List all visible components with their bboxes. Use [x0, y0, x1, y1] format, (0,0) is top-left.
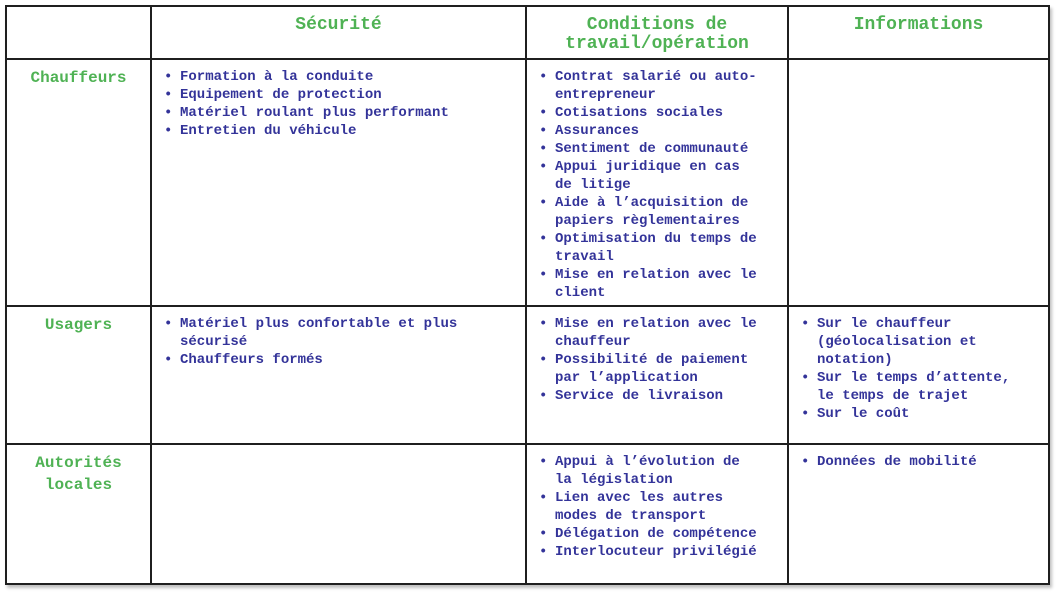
list-item: • Equipement de protection [162, 86, 499, 104]
cell-usagers-securite [152, 307, 525, 443]
bullet-list [799, 453, 1022, 471]
list-item: • Assurances [537, 122, 761, 140]
cell-chauffeurs-securite [152, 60, 525, 305]
list-item: • Formation à la conduite [162, 68, 499, 86]
cell-chauffeurs-conditions [527, 60, 787, 305]
bullet-list [537, 68, 761, 302]
row-header-chauffeurs: Chauffeurs [7, 60, 150, 305]
list-item: • Données de mobilité [799, 453, 1022, 471]
bullet-list [162, 68, 499, 140]
list-item: • Contrat salarié ou auto-entrepreneur [537, 68, 761, 104]
list-item: • Matériel roulant plus performant [162, 104, 499, 122]
list-item: • Sur le coût [799, 405, 1022, 423]
list-item: • Interlocuteur privilégié [537, 543, 761, 561]
list-item: • Matériel plus confortable et plus sécurisé [162, 315, 499, 351]
list-item: • Délégation de compétence [537, 525, 761, 543]
bullet-list [799, 315, 1022, 423]
row-header-autorites-locales: Autorités locales [7, 445, 150, 583]
row-header-usagers: Usagers [7, 307, 150, 443]
list-item: • Sentiment de communauté [537, 140, 761, 158]
stakeholder-benefits-table [5, 5, 1050, 585]
list-item: • Lien avec les autres modes de transport [537, 489, 761, 525]
cell-usagers-conditions [527, 307, 787, 443]
cell-autorites-conditions [527, 445, 787, 583]
list-item: • Mise en relation avec le client [537, 266, 761, 302]
list-item: • Sur le chauffeur (géolocalisation et notation) [799, 315, 1022, 369]
cell-usagers-informations [789, 307, 1048, 443]
list-item: • Appui à l’évolution de la législation [537, 453, 761, 489]
column-header-informations: Informations [789, 7, 1048, 58]
list-item: • Cotisations sociales [537, 104, 761, 122]
list-item: • Optimisation du temps de travail [537, 230, 761, 266]
cell-chauffeurs-informations [789, 60, 1048, 305]
list-item: • Entretien du véhicule [162, 122, 499, 140]
corner-cell [7, 7, 150, 58]
list-item: • Aide à l’acquisition de papiers règlementaires [537, 194, 761, 230]
list-item: • Mise en relation avec le chauffeur [537, 315, 761, 351]
list-item: • Chauffeurs formés [162, 351, 499, 369]
list-item: • Service de livraison [537, 387, 761, 405]
column-header-conditions-travail: Conditions de travail/opération [527, 7, 787, 58]
bullet-list [162, 315, 499, 369]
cell-autorites-securite [152, 445, 525, 583]
list-item: • Appui juridique en cas de litige [537, 158, 761, 194]
cell-autorites-informations [789, 445, 1048, 583]
list-item: • Sur le temps d’attente, le temps de trajet [799, 369, 1022, 405]
bullet-list [537, 315, 761, 405]
list-item: • Possibilité de paiement par l’application [537, 351, 761, 387]
bullet-list [537, 453, 761, 561]
column-header-securite: Sécurité [152, 7, 525, 58]
